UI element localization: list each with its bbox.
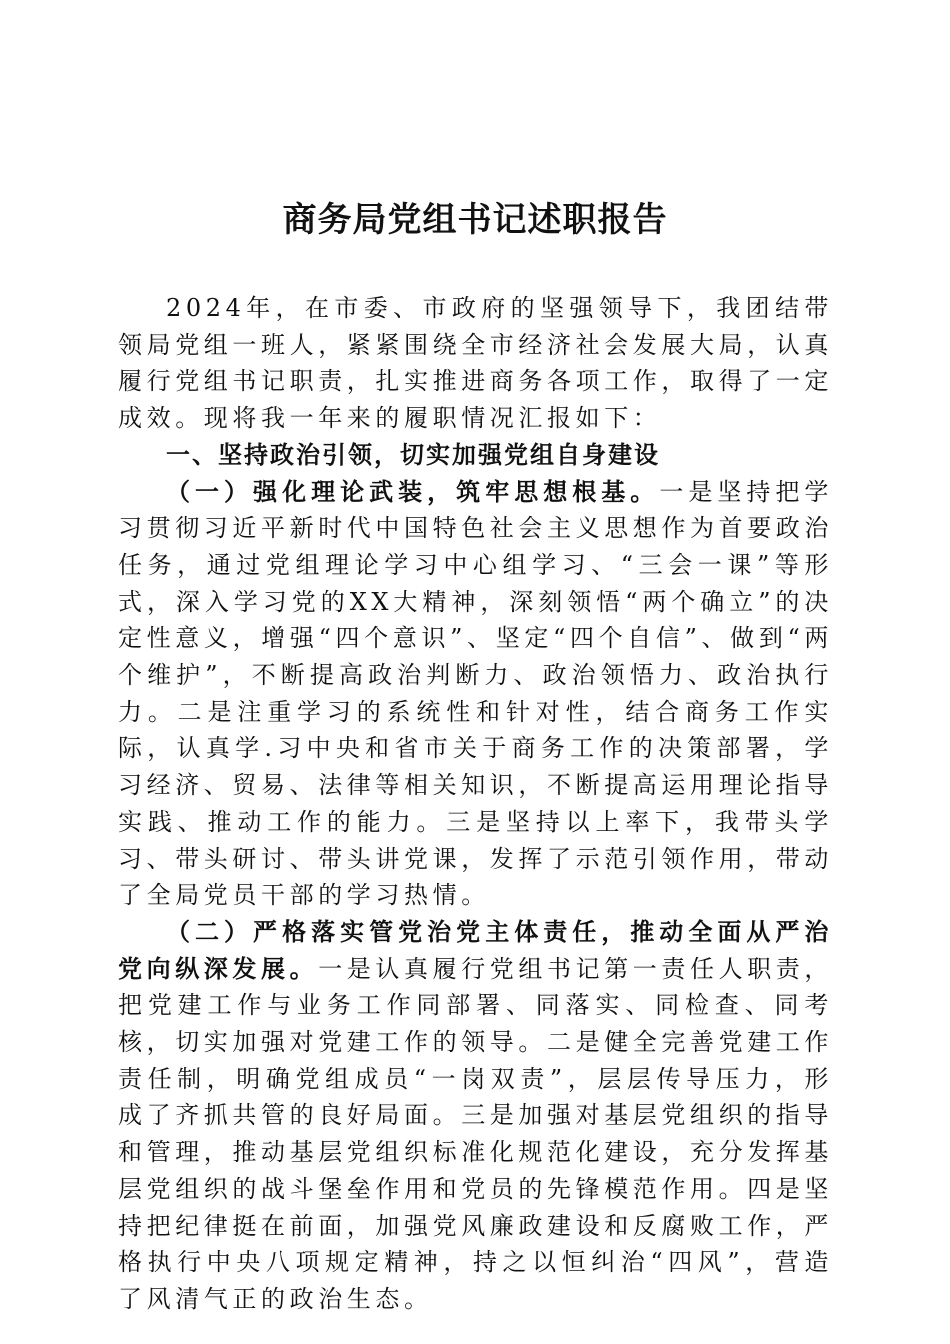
intro-paragraph: 2024年，在市委、市政府的坚强领导下，我团结带领局党组一班人，紧紧围绕全市经济社会发展大局，认真履行党组书记职责，扎实推进商务各项工作，取得了一定成效。现将我一年来的履职情况汇报如下： bbox=[118, 294, 833, 433]
subsection-lead-2: （二）严格落实管党治党主体责任，推动全面从严治党向纵深发展。 bbox=[118, 916, 833, 983]
subsection-text-1: 一是坚持把学习贯彻习近平新时代中国特色社会主义思想作为首要政治任务，通过党组理论学习中心组学习、“三会一课”等形式，深入学习党的XX大精神，深刻领悟“两个确立”的决定性意义，增强“四个意识”、坚定“四个自信”、做到“两个维护”，不断提高政治判断力、政治领悟力、政治执行力。二是注重学习的系统性和针对性，结合商务工作实际，认真学.习中央和省市关于商务工作的决策部署，学习经济、贸易、法律等相关知识，不断提高运用理论指导实践、推动工作的能力。三是坚持以上率下，我带头学习、带头研讨、带头讲党课，发挥了示范引领作用，带动了全局党员干部的学习热情。 bbox=[118, 477, 834, 910]
document-body bbox=[118, 290, 833, 1318]
section-heading: 一、坚持政治引领，切实加强党组自身建设 bbox=[166, 440, 660, 469]
subsection-lead-1: （一）强化理论武装，筑牢思想根基。 bbox=[166, 476, 660, 506]
subsection-text-2: 一是认真履行党组书记第一责任人职责，把党建工作与业务工作同部署、同落实、同检查、同考核，切实加强对党建工作的领导。二是健全完善党建工作责任制，明确党组成员“一岗双责”，层层传导压力，形成了齐抓共管的良好局面。三是加强对基层党组织的指导和管理，推动基层党组织标准化规范化建设，充分发挥基层党组织的战斗堡垒作用和党员的先锋模范作用。四是坚持把纪律挺在前面，加强党风廉政建设和反腐败工作，严格执行中央八项规定精神，持之以恒纠治“四风”，营造了风清气正的政治生态。 bbox=[118, 954, 834, 1313]
subsection-paragraph-2 bbox=[118, 914, 833, 1318]
document-title: 商务局党组书记述职报告 bbox=[282, 200, 668, 240]
subsection-paragraph-1 bbox=[118, 474, 833, 914]
